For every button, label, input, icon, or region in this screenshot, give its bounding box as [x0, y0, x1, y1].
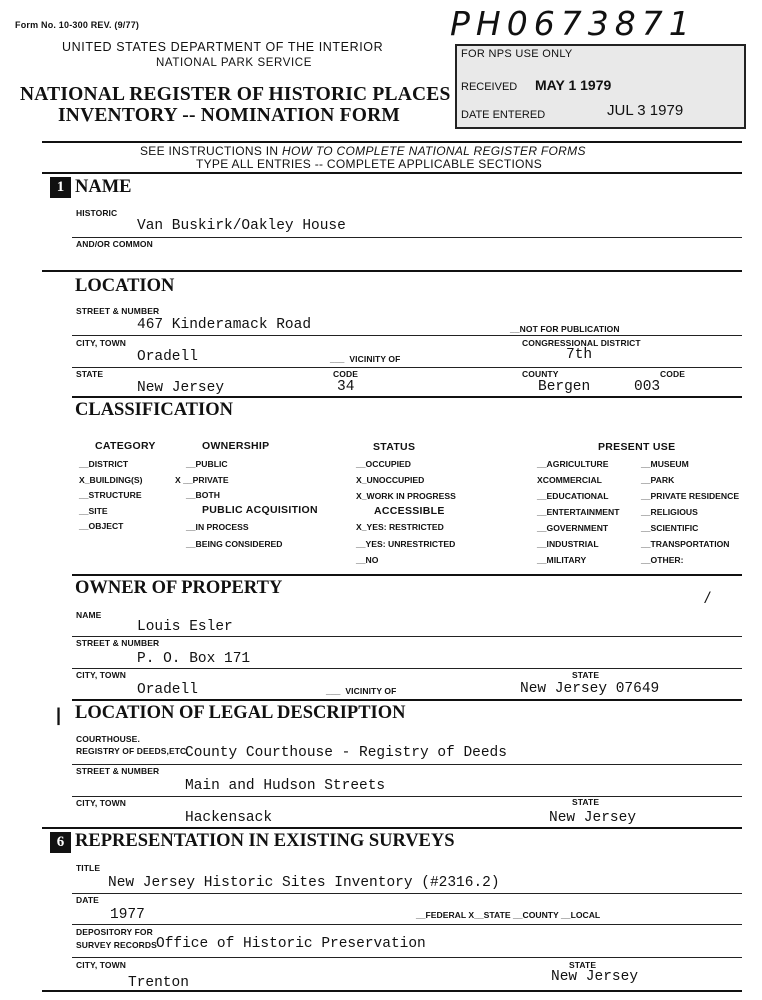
county-code-label: CODE: [660, 369, 685, 379]
historic-label: HISTORIC: [76, 208, 118, 218]
location-street-label: STREET & NUMBER: [76, 306, 160, 316]
not-for-publication-option: __NOT FOR PUBLICATION: [510, 324, 620, 334]
accessible-option: X_YES: RESTRICTED: [356, 522, 444, 532]
state-code-label: CODE: [333, 369, 358, 379]
department-name: UNITED STATES DEPARTMENT OF THE INTERIOR: [62, 40, 384, 54]
form-title-line1: NATIONAL REGISTER OF HISTORIC PLACES: [20, 84, 451, 105]
courthouse-label-1: COURTHOUSE.: [76, 734, 140, 744]
present-use-option: __TRANSPORTATION: [641, 539, 730, 549]
status-option: __OCCUPIED: [356, 459, 411, 469]
date-entered-stamp: JUL 3 1979: [607, 102, 684, 119]
location-street-value: 467 Kinderamack Road: [137, 317, 312, 333]
legal-city-value: Hackensack: [185, 810, 273, 826]
present-use-option: XCOMMERCIAL: [537, 475, 602, 485]
handwritten-mark: /: [705, 590, 710, 607]
survey-date-label: DATE: [76, 895, 99, 905]
present-use-option: __RELIGIOUS: [641, 507, 698, 517]
ownership-header: OWNERSHIP: [202, 440, 270, 452]
legal-street-value: Main and Hudson Streets: [185, 778, 386, 794]
survey-date-value: 1977: [110, 907, 145, 923]
status-option: X_WORK IN PROGRESS: [356, 491, 456, 501]
congressional-district-value: 7th: [566, 347, 593, 363]
owner-city-value: Oradell: [137, 682, 198, 698]
instructions-rule: [42, 172, 742, 174]
owner-state-value: New Jersey 07649: [520, 681, 660, 697]
section-title-legal: LOCATION OF LEGAL DESCRIPTION: [75, 703, 406, 723]
section-title-location: LOCATION: [75, 276, 175, 296]
section-bar-mark: |: [56, 705, 62, 725]
rule: [72, 367, 742, 368]
depository-label-1: DEPOSITORY FOR: [76, 927, 153, 937]
owner-vicinity-option: ___ VICINITY OF: [326, 686, 397, 696]
present-use-option: __EDUCATIONAL: [537, 491, 609, 501]
handwritten-reference-number: PH0673871: [450, 4, 696, 43]
category-option: __OBJECT: [79, 521, 124, 531]
present-use-option: __MILITARY: [537, 555, 587, 565]
owner-street-value: P. O. Box 171: [137, 651, 251, 667]
rule: [72, 396, 742, 398]
survey-title-label: TITLE: [76, 863, 101, 873]
owner-state-label: STATE: [572, 670, 600, 680]
legal-city-label: CITY, TOWN: [76, 798, 126, 808]
category-option: X_BUILDING(S): [79, 475, 143, 485]
present-use-option: __MUSEUM: [641, 459, 689, 469]
county-value: Bergen: [538, 379, 591, 395]
rule: [72, 335, 742, 336]
received-label: RECEIVED: [461, 81, 518, 93]
survey-city-label: CITY, TOWN: [76, 960, 126, 970]
rule: [72, 796, 742, 797]
rule: [72, 957, 742, 958]
owner-name-value: Louis Esler: [137, 619, 233, 635]
rule: [42, 270, 742, 272]
ownership-option: __PUBLIC: [186, 459, 228, 469]
location-city-value: Oradell: [137, 349, 198, 365]
instructions-line2: TYPE ALL ENTRIES -- COMPLETE APPLICABLE SECTIONS: [196, 157, 543, 171]
nps-use-box: [455, 44, 746, 129]
accessible-header: ACCESSIBLE: [374, 505, 445, 517]
section-title-owner: OWNER OF PROPERTY: [75, 578, 283, 598]
courthouse-value: County Courthouse - Registry of Deeds: [185, 745, 507, 761]
state-code-value: 34: [337, 379, 355, 395]
survey-city-value: Trenton: [128, 975, 189, 991]
rule: [72, 237, 742, 238]
present-use-option: __PRIVATE RESIDENCE: [641, 491, 740, 501]
legal-street-label: STREET & NUMBER: [76, 766, 160, 776]
survey-state-value: New Jersey: [551, 969, 639, 985]
rule: [42, 990, 742, 992]
rule: [72, 924, 742, 925]
public-acquisition-option: __IN PROCESS: [186, 522, 249, 532]
location-city-label: CITY, TOWN: [76, 338, 126, 348]
congressional-district-label: CONGRESSIONAL DISTRICT: [522, 338, 641, 348]
date-entered-label: DATE ENTERED: [461, 109, 546, 121]
rule: [42, 827, 742, 829]
legal-state-value: New Jersey: [549, 810, 637, 826]
depository-value: Office of Historic Preservation: [156, 936, 426, 952]
rule: [72, 636, 742, 637]
location-state-label: STATE: [76, 369, 104, 379]
form-number: Form No. 10-300 REV. (9/77): [15, 20, 140, 30]
accessible-option: __YES: UNRESTRICTED: [356, 539, 456, 549]
depository-label-2: SURVEY RECORDS: [76, 940, 157, 950]
rule: [72, 764, 742, 765]
service-name: NATIONAL PARK SERVICE: [156, 57, 312, 69]
location-vicinity-option: ___ VICINITY OF: [330, 354, 401, 364]
present-use-option: __OTHER:: [641, 555, 684, 565]
present-use-header: PRESENT USE: [598, 441, 676, 453]
survey-level-options: __FEDERAL X__STATE __COUNTY __LOCAL: [416, 910, 601, 920]
historic-name-value: Van Buskirk/Oakley House: [137, 218, 346, 234]
present-use-option: __ENTERTAINMENT: [537, 507, 620, 517]
location-state-value: New Jersey: [137, 380, 225, 396]
status-option: X_UNOCCUPIED: [356, 475, 425, 485]
section-title-surveys: REPRESENTATION IN EXISTING SURVEYS: [75, 831, 455, 851]
category-option: __SITE: [79, 506, 108, 516]
category-option: __STRUCTURE: [79, 490, 142, 500]
status-header: STATUS: [373, 441, 416, 453]
accessible-option: __NO: [356, 555, 379, 565]
section-number-6: 6: [50, 832, 71, 853]
present-use-option: __INDUSTRIAL: [537, 539, 599, 549]
survey-state-label: STATE: [569, 960, 597, 970]
legal-state-label: STATE: [572, 797, 600, 807]
common-name-label: AND/OR COMMON: [76, 239, 153, 249]
public-acquisition-header: PUBLIC ACQUISITION: [202, 504, 318, 516]
county-label: COUNTY: [522, 369, 559, 379]
public-acquisition-option: __BEING CONSIDERED: [186, 539, 283, 549]
category-option: __DISTRICT: [79, 459, 129, 469]
received-stamp: MAY 1 1979: [535, 77, 612, 93]
rule: [72, 668, 742, 669]
section-title-classification: CLASSIFICATION: [75, 400, 233, 420]
ownership-option: __BOTH: [186, 490, 220, 500]
nps-use-label: FOR NPS USE ONLY: [461, 48, 573, 60]
courthouse-label-2: REGISTRY OF DEEDS,ETC.: [76, 746, 189, 756]
rule: [72, 574, 742, 576]
owner-city-label: CITY, TOWN: [76, 670, 126, 680]
survey-title-value: New Jersey Historic Sites Inventory (#2316.2): [108, 875, 500, 891]
present-use-option: __PARK: [641, 475, 675, 485]
rule: [72, 893, 742, 894]
ownership-option: X __PRIVATE: [175, 475, 229, 485]
rule: [72, 699, 742, 701]
county-code-value: 003: [634, 379, 661, 395]
category-header: CATEGORY: [95, 440, 156, 452]
section-number-1: 1: [50, 177, 71, 198]
instructions-line1: SEE INSTRUCTIONS IN HOW TO COMPLETE NATIONAL REGISTER FORMS: [140, 144, 586, 158]
present-use-option: __SCIENTIFIC: [641, 523, 699, 533]
owner-name-label: NAME: [76, 610, 102, 620]
owner-street-label: STREET & NUMBER: [76, 638, 160, 648]
present-use-option: __AGRICULTURE: [537, 459, 609, 469]
top-rule: [42, 141, 742, 143]
present-use-option: __GOVERNMENT: [537, 523, 609, 533]
form-title-line2: INVENTORY -- NOMINATION FORM: [58, 105, 401, 126]
section-title-name: NAME: [75, 177, 132, 197]
